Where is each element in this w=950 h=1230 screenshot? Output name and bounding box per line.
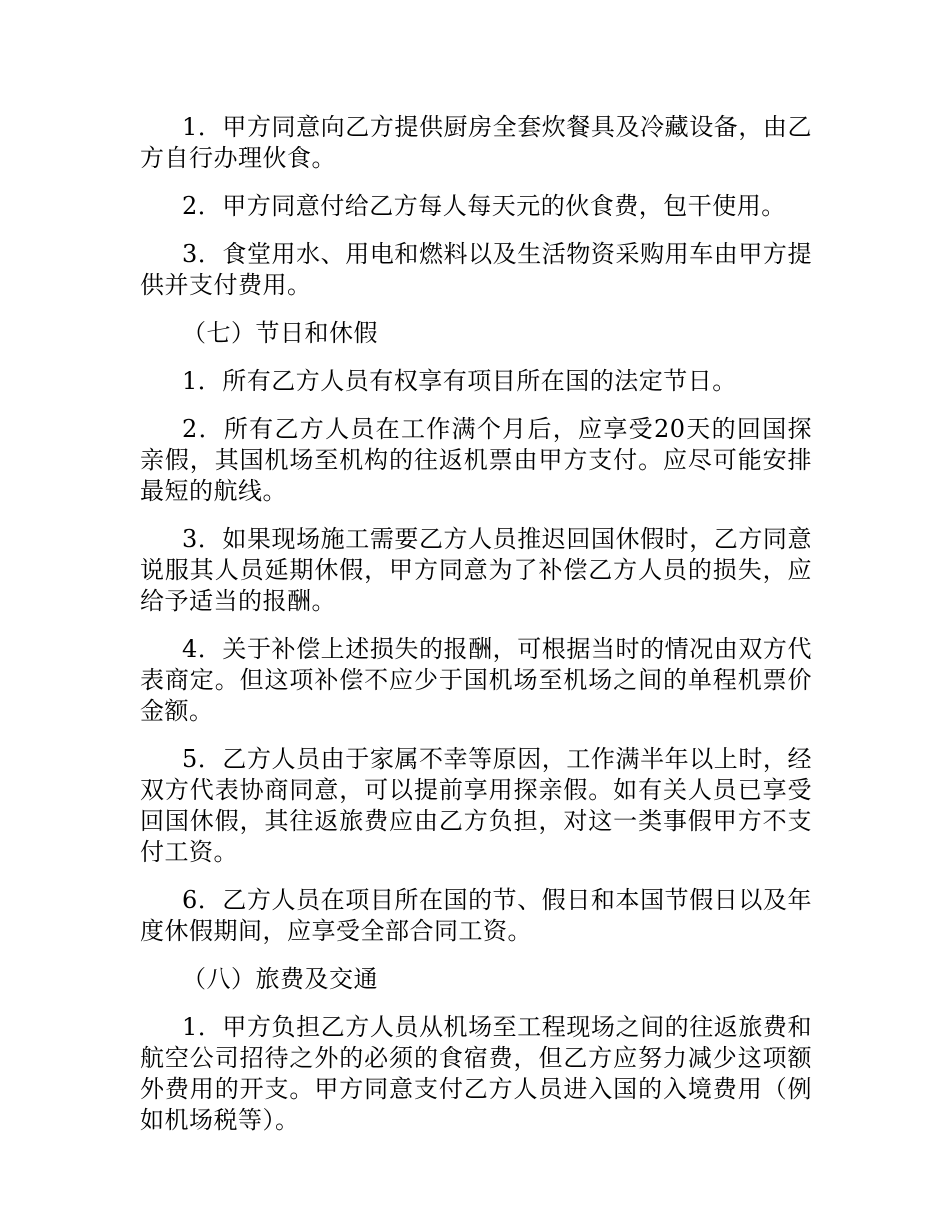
- paragraph-home-leave: 2．所有乙方人员在工作满个月后，应享受20天的回国探亲假，其国机场至机构的往返机票由甲方支付。应尽可能安排最短的航线。: [140, 415, 812, 505]
- paragraph-canteen-utilities: 3．食堂用水、用电和燃料以及生活物资采购用车由甲方提供并支付费用。: [140, 240, 812, 299]
- paragraph-kitchen-equipment: 1．甲方同意向乙方提供厨房全套炊餐具及冷藏设备，由乙方自行办理伙食。: [140, 113, 812, 172]
- paragraph-meal-allowance: 2．甲方同意付给乙方每人每天元的伙食费，包干使用。: [182, 192, 786, 220]
- section-heading-travel: （八）旅费及交通: [182, 965, 378, 993]
- paragraph-early-leave: 5．乙方人员由于家属不幸等原因，工作满半年以上时，经双方代表协商同意，可以提前享用探亲假。如有关人员已享受回国休假，其往返旅费应由乙方负担，对这一类事假甲方不支付工资。: [140, 745, 812, 866]
- paragraph-holiday-wages: 6．乙方人员在项目所在国的节、假日和本国节假日以及年度休假期间，应享受全部合同工资。: [140, 886, 812, 945]
- paragraph-leave-postponement: 3．如果现场施工需要乙方人员推迟回国休假时，乙方同意说服其人员延期休假，甲方同意为了补偿乙方人员的损失，应给予适当的报酬。: [140, 525, 812, 615]
- document-page: [140, 112, 812, 1153]
- paragraph-travel-expenses: 1．甲方负担乙方人员从机场至工程现场之间的往返旅费和航空公司招待之外的必须的食宿费，但乙方应努力减少这项额外费用的开支。甲方同意支付乙方人员进入国的入境费用（例如机场税等）。: [140, 1013, 812, 1134]
- section-heading-holidays: （七）节日和休假: [182, 319, 378, 347]
- paragraph-legal-holidays: 1．所有乙方人员有权享有项目所在国的法定节日。: [182, 367, 737, 395]
- paragraph-compensation: 4．关于补偿上述损失的报酬，可根据当时的情况由双方代表商定。但这项补偿不应少于国机场至机场之间的单程机票价金额。: [140, 635, 812, 725]
